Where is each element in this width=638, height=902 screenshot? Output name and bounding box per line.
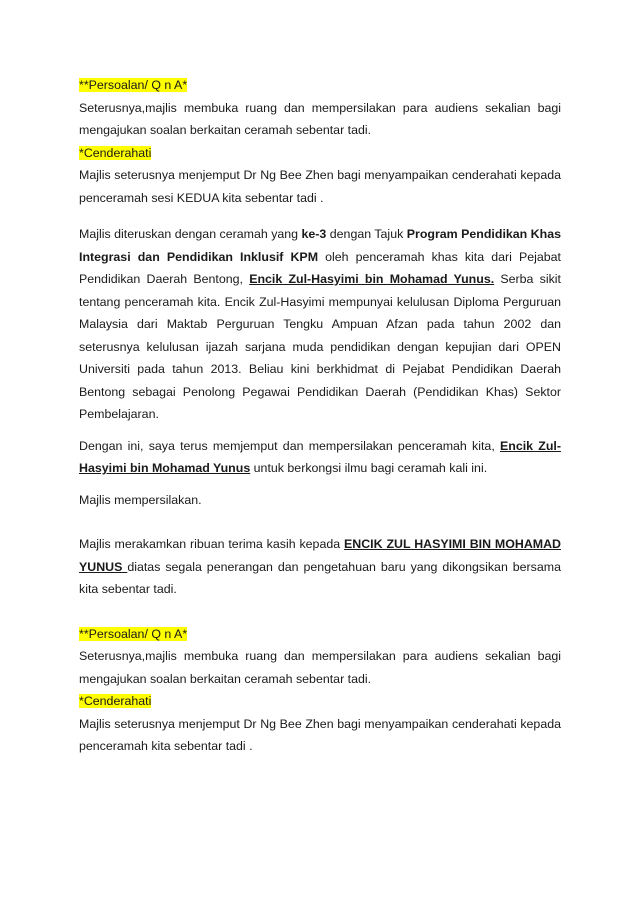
talk-title: Program Pendidikan Khas Integrasi dan Pendidikan Inklusif KPM bbox=[79, 227, 561, 264]
souvenir-label-highlight: *Cenderahati bbox=[79, 694, 152, 708]
thanks-text: Majlis merakamkan ribuan terima kasih kepada bbox=[79, 537, 345, 551]
intro-text: Majlis diteruskan dengan ceramah yang bbox=[79, 227, 302, 241]
document-page bbox=[79, 74, 561, 758]
intro-text: Serba sikit tentang penceramah kita. Encik Zul-Hasyimi mempunyai kelulusan Diploma Perguruan Malaysia dari Maktab Perguruan Tengku Ampuan Afzan pada tahun 2002 dan seterusnya kelulusan ijazah sarjana muda pendidikan dengan kepujian dari OPEN Universiti pada tahun 2013. Beliau kini berkhidmat di Pejabat Pendidikan Daerah Bentong sebagai Penolong Pegawai Pendidikan Daerah (Pendidikan Khas) Sektor Pembelajaran. bbox=[79, 272, 561, 421]
qna-heading bbox=[79, 623, 561, 646]
souvenir-heading bbox=[79, 142, 561, 165]
invitation-paragraph bbox=[79, 435, 561, 480]
speaker-name-caps: ENCIK ZUL HASYIMI BIN MOHAMAD YUNUS bbox=[79, 537, 561, 574]
qna-heading bbox=[79, 74, 561, 97]
qna-label-highlight: **Persoalan/ Q n A* bbox=[79, 626, 188, 641]
invitation-text: Dengan ini, saya terus memjemput dan mempersilakan penceramah kita, bbox=[79, 438, 500, 453]
souvenir-paragraph: Majlis seterusnya menjemput Dr Ng Bee Zhen bagi menyampaikan cenderahati kepada penceramah sesi KEDUA kita sebentar tadi . bbox=[79, 168, 561, 205]
thanks-paragraph bbox=[79, 533, 561, 601]
welcome-paragraph: Majlis mempersilakan. bbox=[79, 492, 202, 507]
intro-text: oleh penceramah khas kita dari Pejabat Pendidikan Daerah Bentong, bbox=[79, 249, 561, 286]
souvenir-label-highlight: *Cenderahati bbox=[79, 145, 152, 160]
speaker-name: Encik Zul-Hasyimi bin Mohamad Yunus bbox=[79, 438, 561, 475]
qna-paragraph: Seterusnya,majlis membuka ruang dan mempersilakan para audiens sekalian bagi mengajukan soalan berkaitan ceramah sebentar tadi. bbox=[79, 649, 561, 686]
qna-label-highlight: **Persoalan/ Q n A* bbox=[79, 78, 188, 92]
speaker-name: Encik Zul-Hasyimi bin Mohamad Yunus. bbox=[249, 272, 495, 286]
session-number: ke-3 bbox=[301, 227, 327, 241]
speaker-intro-paragraph bbox=[79, 223, 561, 426]
thanks-text: diatas segala penerangan dan pengetahuan baru yang dikongsikan bersama kita sebentar tadi. bbox=[79, 559, 561, 596]
invitation-text: untuk berkongsi ilmu bagi ceramah kali ini. bbox=[250, 461, 488, 475]
souvenir-paragraph: Majlis seterusnya menjemput Dr Ng Bee Zhen bagi menyampaikan cenderahati kepada penceramah kita sebentar tadi . bbox=[79, 716, 561, 753]
qna-paragraph: Seterusnya,majlis membuka ruang dan mempersilakan para audiens sekalian bagi mengajukan soalan berkaitan ceramah sebentar tadi. bbox=[79, 100, 561, 137]
souvenir-heading bbox=[79, 690, 561, 713]
intro-text: dengan Tajuk bbox=[326, 227, 407, 241]
